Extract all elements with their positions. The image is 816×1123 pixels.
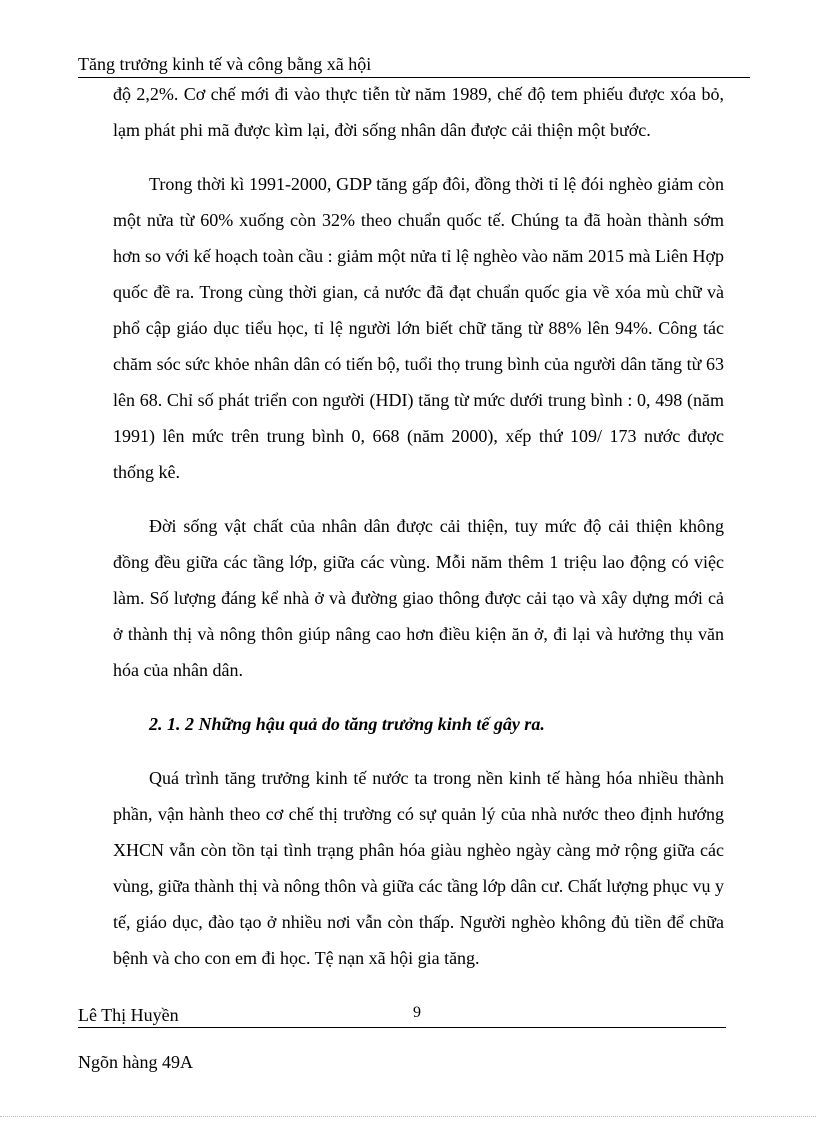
page-bottom-divider xyxy=(0,1116,816,1117)
page-number: 9 xyxy=(413,1004,421,1021)
paragraph-living-standards: Đời sống vật chất của nhân dân được cải thiện, tuy mức độ cải thiện không đồng đều giữa các tầng lớp, giữa các vùng. Mỗi năm thêm 1 triệu lao động có việc làm. Số lượng đáng kể nhà ở và đường giao thông được cải tạo và xây dựng mới cả ở thành thị và nông thôn giúp nâng cao hơn điều kiện ăn ở, đi lại và hưởng thụ văn hóa của nhân dân. xyxy=(113,516,724,680)
header-title: Tăng trưởng kinh tế và công bằng xã hội xyxy=(78,54,372,74)
section-heading: 2. 1. 2 Những hậu quả do tăng trưởng kinh tế gây ra. xyxy=(149,714,545,734)
document-body xyxy=(113,76,724,976)
page-header xyxy=(78,52,750,78)
paragraph-continuation: độ 2,2%. Cơ chế mới đi vào thực tiễn từ năm 1989, chế độ tem phiếu được xóa bỏ, lạm phát phi mã được kìm lại, đời sống nhân dân được cải thiện một bước. xyxy=(113,84,724,140)
footer-class-name: Ngõn hàng 49A xyxy=(78,1052,193,1072)
paragraph-growth-1991-2000: Trong thời kì 1991-2000, GDP tăng gấp đôi, đồng thời tỉ lệ đói nghèo giảm còn một nửa từ 60% xuống còn 32% theo chuẩn quốc tế. Chúng ta đã hoàn thành sớm hơn so với kế hoạch toàn cầu : giảm một nửa tỉ lệ nghèo vào năm 2015 mà Liên Hợp quốc đề ra. Trong cùng thời gian, cả nước đã đạt chuẩn quốc gia về xóa mù chữ và phổ cập giáo dục tiểu học, tỉ lệ người lớn biết chữ tăng từ 88% lên 94%. Công tác chăm sóc sức khỏe nhân dân có tiến bộ, tuổi thọ trung bình của người dân tăng từ 63 lên 68. Chỉ số phát triển con người (HDI) tăng từ mức dưới trung bình : 0, 498 (năm 1991) lên mức trên trung bình 0, 668 (năm 2000), xếp thứ 109/ 173 nước được thống kê. xyxy=(113,174,724,482)
footer-author: Lê Thị Huyền xyxy=(78,1005,179,1025)
paragraph-consequences: Quá trình tăng trưởng kinh tế nước ta trong nền kinh tế hàng hóa nhiều thành phần, vận hành theo cơ chế thị trường có sự quản lý của nhà nước theo định hướng XHCN vẫn còn tồn tại tình trạng phân hóa giàu nghèo ngày càng mở rộng giữa các vùng, giữa thành thị và nông thôn và giữa các tầng lớp dân cư. Chất lượng phục vụ y tế, giáo dục, đào tạo ở nhiều nơi vẫn còn thấp. Người nghèo không đủ tiền để chữa bệnh và cho con em đi học. Tệ nạn xã hội gia tăng. xyxy=(113,768,724,968)
page-footer xyxy=(78,1003,726,1028)
